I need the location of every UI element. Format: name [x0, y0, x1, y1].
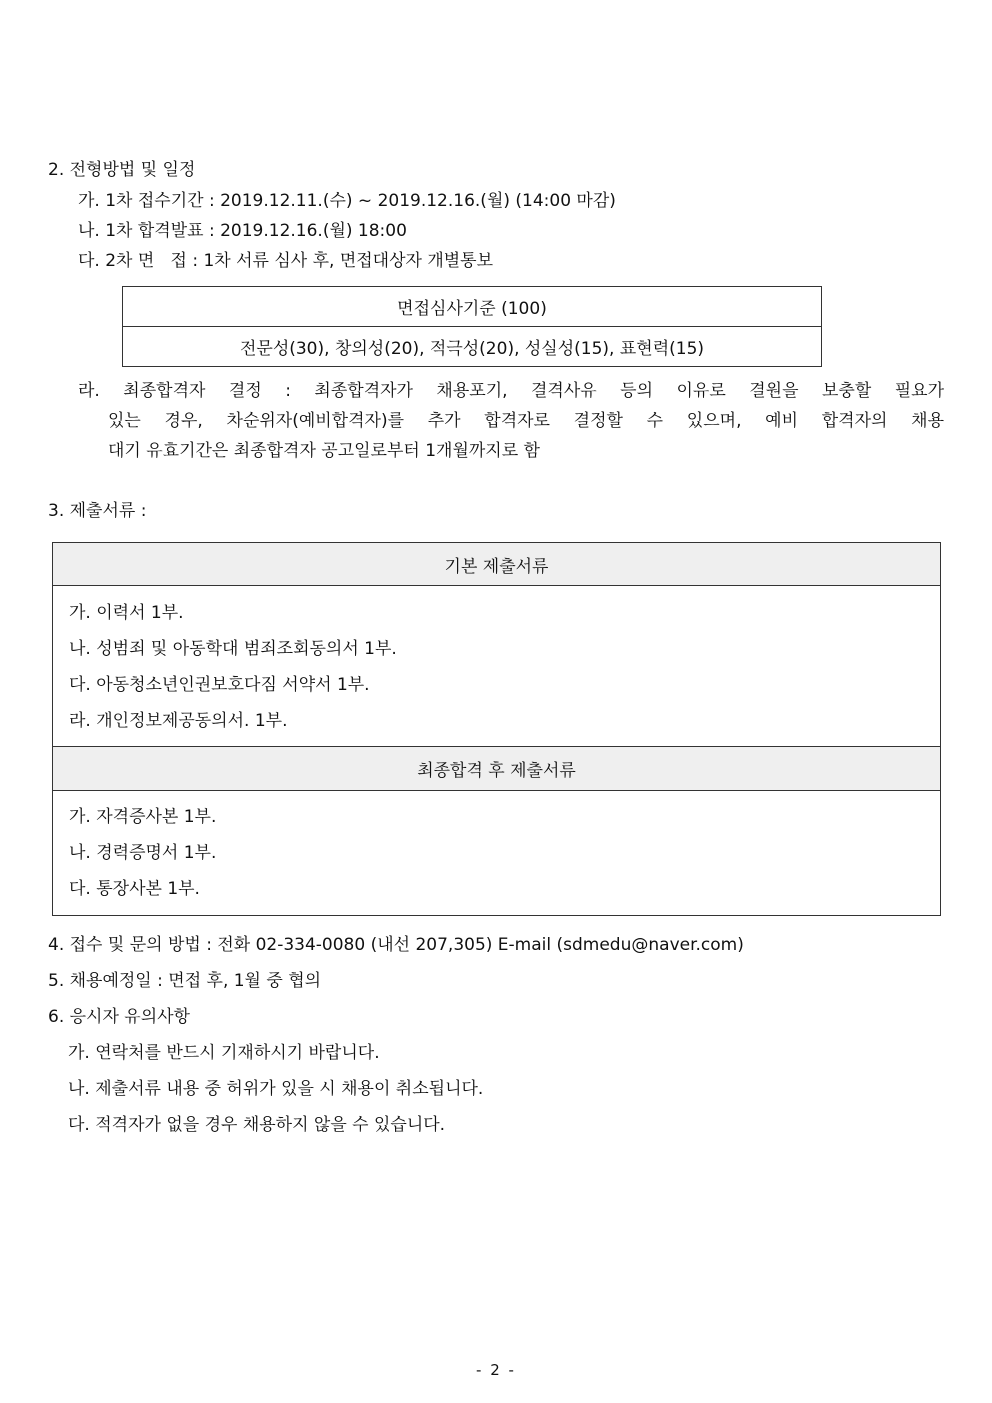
- final-documents-header: 최종합격 후 제출서류: [53, 747, 940, 790]
- interview-criteria-table: [122, 286, 822, 367]
- final-decision-line-3: 대기 유효기간은 최종합격자 공고일로부터 1개월까지로 함: [108, 441, 540, 461]
- final-decision-line-2: 있는 경우, 차순위자(예비합격자)를 추가 합격자로 결정할 수 있으며, 예비 합격자의 채용: [108, 411, 944, 431]
- basic-documents-header: 기본 제출서류: [53, 543, 940, 585]
- section-2-title: 2. 전형방법 및 일정: [48, 160, 196, 180]
- final-doc-item: 나. 경력증명서 1부.: [69, 843, 217, 863]
- table-divider: [53, 585, 940, 586]
- section-4-contact: [48, 933, 744, 957]
- notice-item: 나. 제출서류 내용 중 허위가 있을 시 채용이 취소됩니다.: [68, 1079, 484, 1099]
- basic-doc-item: 라. 개인정보제공동의서. 1부.: [69, 711, 288, 731]
- first-result-announcement: 나. 1차 합격발표 : 2019.12.16.(월) 18:00: [78, 221, 407, 241]
- page-number: - 2 -: [476, 1361, 516, 1379]
- final-doc-item: 가. 자격증사본 1부.: [69, 807, 217, 827]
- application-period: 가. 1차 접수기간 : 2019.12.11.(수) ~ 2019.12.16.(월) (14:00 마감): [78, 191, 616, 211]
- section-3-title: 3. 제출서류 :: [48, 501, 147, 521]
- basic-doc-item: 가. 이력서 1부.: [69, 603, 184, 623]
- notice-item: 다. 적격자가 없을 경우 채용하지 않을 수 있습니다.: [68, 1115, 446, 1135]
- interview-criteria-header: 면접심사기준 (100): [397, 299, 547, 319]
- notice-item: 가. 연락처를 반드시 기재하시기 바랍니다.: [68, 1043, 380, 1063]
- contact-details: 전화 02-334-0080 (내선 207,305) E-mail (sdmedu@naver.com): [211, 935, 744, 955]
- interview-criteria-values: 전문성(30), 창의성(20), 적극성(20), 성실성(15), 표현력(15): [239, 339, 705, 359]
- second-interview: 다. 2차 면 접 : 1차 서류 심사 후, 면접대상자 개별통보: [78, 251, 494, 271]
- final-doc-item: 다. 통장사본 1부.: [69, 879, 200, 899]
- section-6-title: 6. 응시자 유의사항: [48, 1007, 190, 1027]
- final-decision-line-1: 라. 최종합격자 결정 : 최종합격자가 채용포기, 결격사유 등의 이유로 결원을 보충할 필요가: [78, 381, 944, 401]
- section-5-hiring-date: 5. 채용예정일 : 면접 후, 1월 중 협의: [48, 971, 322, 991]
- documents-table: [52, 542, 941, 916]
- basic-doc-item: 다. 아동청소년인권보호다짐 서약서 1부.: [69, 675, 370, 695]
- basic-doc-item: 나. 성범죄 및 아동학대 범죄조회동의서 1부.: [69, 639, 397, 659]
- section-4-label: 4. 접수 및 문의 방법 :: [48, 935, 212, 955]
- table-divider: [53, 790, 940, 791]
